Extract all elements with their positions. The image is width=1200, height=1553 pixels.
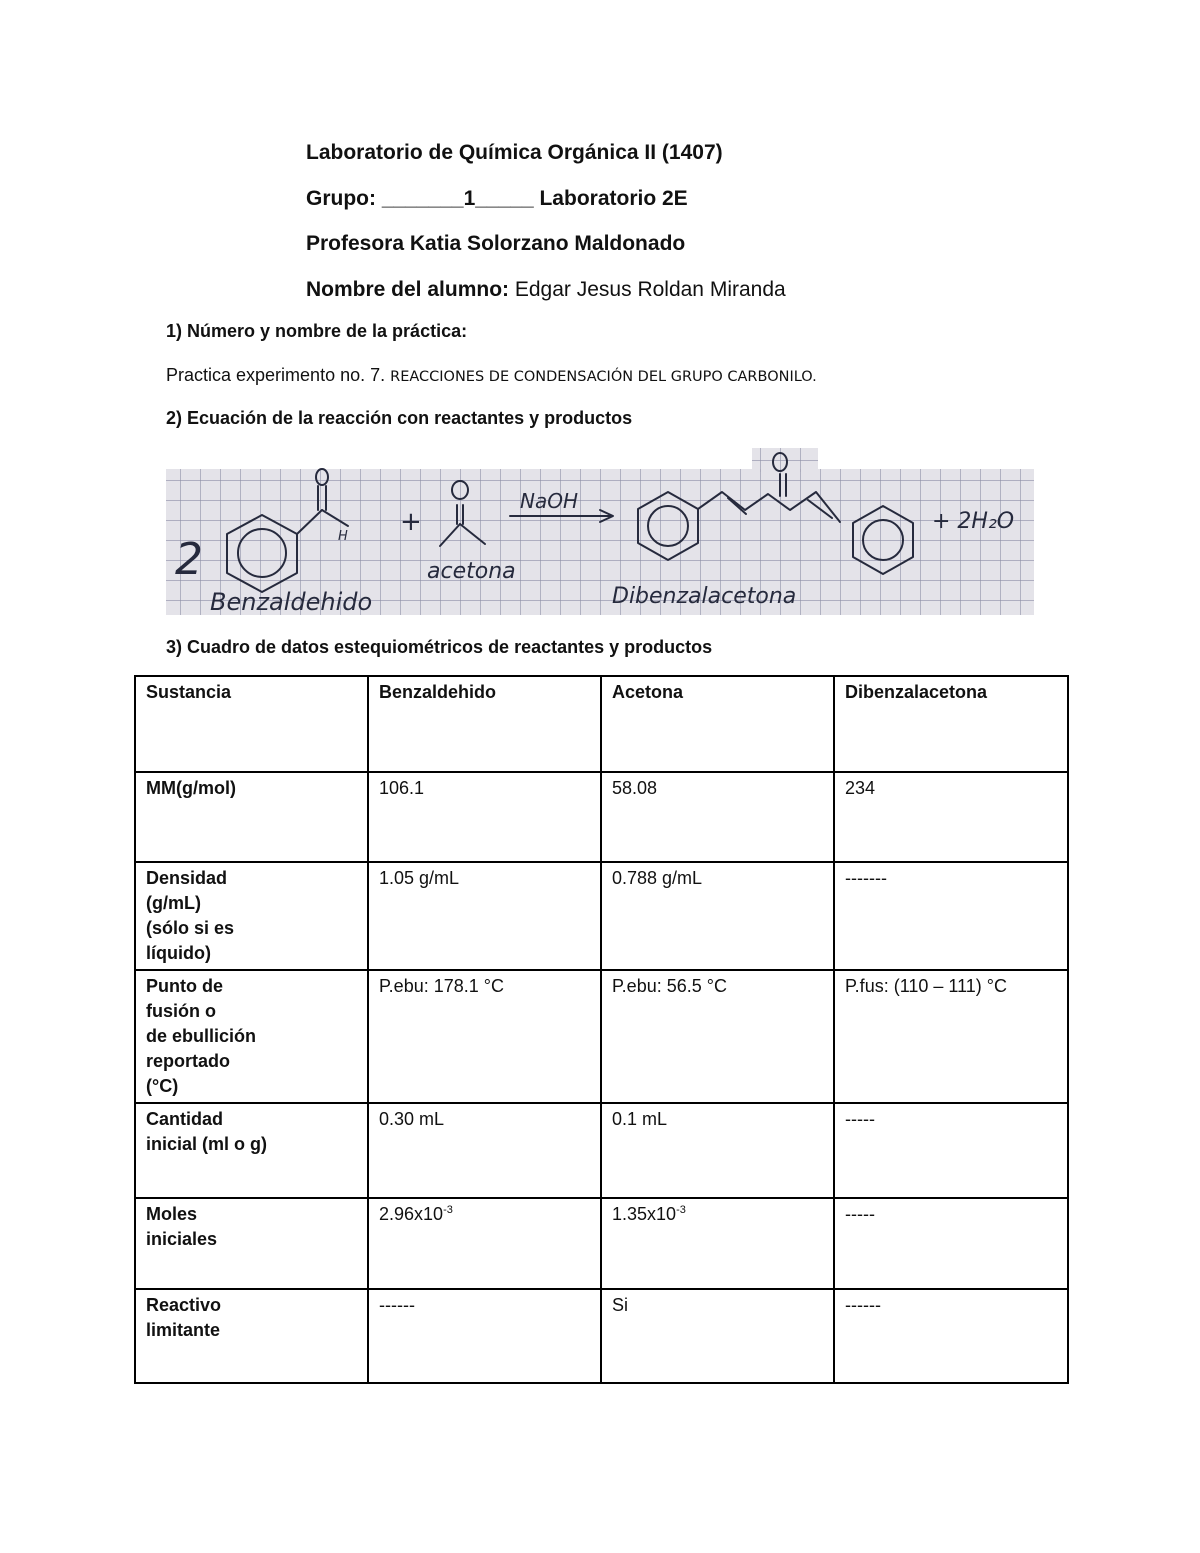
aldehyde-h-label: H [338,529,348,544]
coefficient-label: 2 [175,534,203,585]
row-label: Punto de fusión o de ebullición reportado (°C) [135,970,368,1103]
table-header-cell: Dibenzalacetona [834,676,1068,772]
exponent: -3 [443,1204,453,1216]
row-label: Reactivo limitante [135,1289,368,1383]
table-cell: ----- [834,1198,1068,1289]
table-header-cell: Benzaldehido [368,676,601,772]
table-cell: $1.35x10^{-3}$ [601,1198,834,1289]
row-label: Densidad (g/mL) (sólo si es líquido) [135,862,368,970]
table-row [135,862,1068,970]
table-cell: ------ [368,1289,601,1383]
student-name: Edgar Jesus Roldan Miranda [514,278,786,301]
table-cell: 0.30 mL [368,1103,601,1198]
table-cell: 1.05 g/mL [368,862,601,970]
table-cell: 234 [834,772,1068,862]
dibenzalacetone-label: Dibenzalacetona [612,584,797,609]
plus-sign: + [400,507,422,537]
exponent: -3 [676,1204,686,1216]
table-cell: $2.96x10^{-3}$ [368,1198,601,1289]
table-header-row [135,676,1068,772]
group-label: Grupo: [306,187,376,210]
section1-title: 1) Número y nombre de la práctica: [166,321,468,341]
table-cell: ------ [834,1289,1068,1383]
table-cell: 0.1 mL [601,1103,834,1198]
reagent-label: NaOH [520,489,578,513]
table-cell: 58.08 [601,772,834,862]
reaction-equation-image [0,0,1200,640]
row-label: Moles iniciales [135,1198,368,1289]
course-title: Laboratorio de Química Orgánica II (1407) [306,141,723,164]
table-cell: P.fus: (110 – 111) °C [834,970,1068,1103]
group-value: _______1_____ [375,187,540,210]
table-header-cell: Acetona [601,676,834,772]
table-cell: ------- [834,862,1068,970]
student-label: Nombre del alumno: [306,278,510,301]
lab-label: Laboratorio 2E [539,187,688,210]
row-label: MM(g/mol) [135,772,368,862]
practice-title: REACCIONES DE CONDENSACIÓN DEL GRUPO CARBONILO. [390,369,817,385]
table-header-cell: Sustancia [135,676,368,772]
table-cell: ----- [834,1103,1068,1198]
row-label: Cantidad inicial (ml o g) [135,1103,368,1198]
acetone-label: acetona [427,559,516,584]
table-cell: 0.788 g/mL [601,862,834,970]
benzaldehyde-label: Benzaldehido [210,588,373,616]
table-cell: Si [601,1289,834,1383]
section3-title: 3) Cuadro de datos estequiométricos de reactantes y productos [166,637,713,657]
teacher-name: Profesora Katia Solorzano Maldonado [306,232,686,255]
table-cell: 106.1 [368,772,601,862]
table-cell: P.ebu: 178.1 °C [368,970,601,1103]
table-row [135,1103,1068,1198]
table-row [135,772,1068,862]
table-row [135,1289,1068,1383]
table-row [135,1198,1068,1289]
table-row [135,970,1068,1103]
byproduct-label: + 2H₂O [932,509,1015,534]
practice-prefix: Practica experimento no. 7. [166,365,391,385]
section2-title: 2) Ecuación de la reacción con reactantes y productos [166,408,633,428]
table-cell: P.ebu: 56.5 °C [601,970,834,1103]
stoichiometry-table [134,675,1069,1384]
